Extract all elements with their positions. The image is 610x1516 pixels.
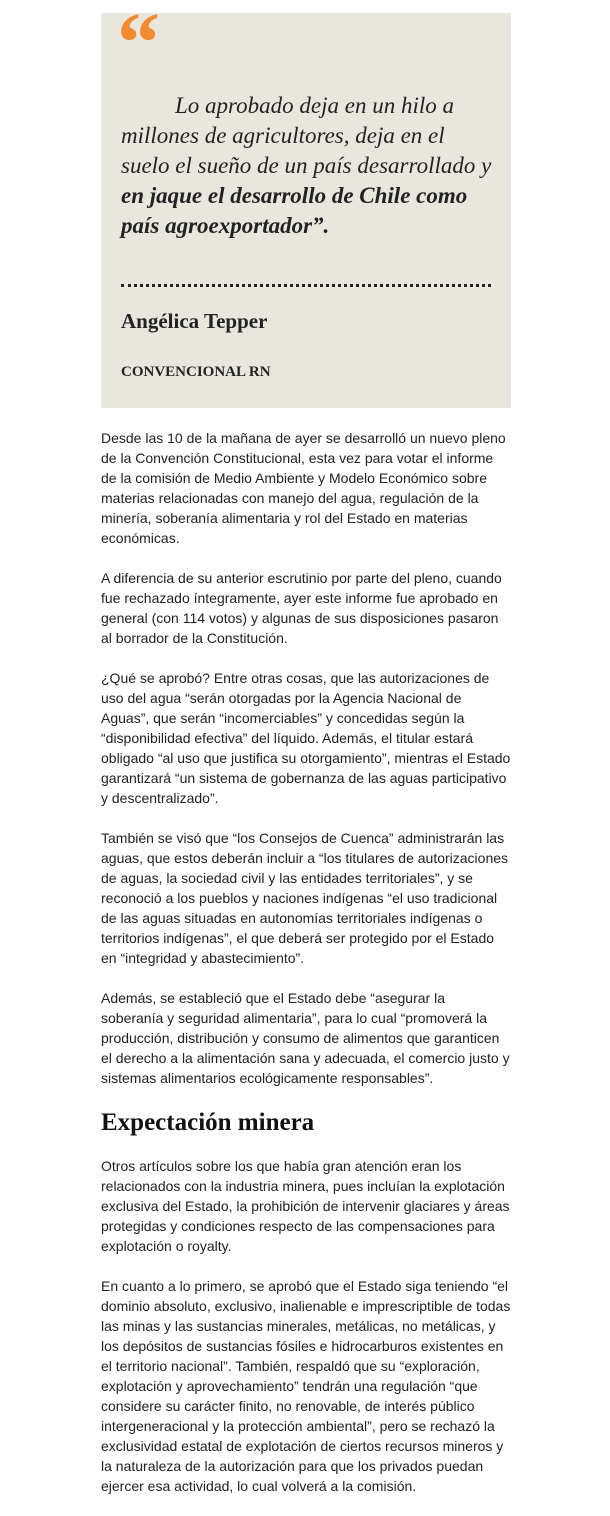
quote-author: Angélica Tepper bbox=[121, 309, 268, 333]
article-paragraph: En cuanto a lo primero, se aprobó que el Estado siga teniendo “el dominio absoluto, exclusivo, inalienable e imprescriptible de todas las minas y las sustancias minerales, metálicas, no metálicas, y los depósitos de sustancias fósiles e hidrocarburos existentes en el territorio nacional”. También, respaldó que su “exploración, explotación y aprovechamiento” tendrán una regulación “que considere su carácter finito, no renovable, de interés público intergeneracional y la protección ambiental”, pero se rechazó la exclusividad estatal de explotación de ciertos recursos mineros y la naturaleza de la autorización para que los privados puedan ejercer esa actividad, lo cual volverá a la comisión. bbox=[101, 1278, 511, 1494]
article-paragraph: Otros artículos sobre los que había gran atención eran los relacionados con la industria minera, pues incluían la explotación exclusiva del Estado, la prohibición de intervenir glaciares y áreas protegidas y condiciones respecto de las compensaciones para explotación o royalty. bbox=[101, 1158, 510, 1254]
pull-quote bbox=[101, 0, 511, 408]
article-paragraph: ¿Qué se aprobó? Entre otras cosas, que las autorizaciones de uso del agua “serán otorgadas por la Agencia Nacional de Aguas”, que serán “incomerciables” y concedidas según la “disponibilidad efectiva” del líquido. Además, el titular estará obligado “al uso que justifica su otorgamiento”, mientras el Estado garantizará “un sistema de gobernanza de las aguas participativo y descentralizado”. bbox=[101, 670, 511, 806]
quote-author-role: CONVENCIONAL RN bbox=[121, 364, 271, 380]
quote-divider bbox=[121, 284, 491, 287]
article-paragraph: Además, se estableció que el Estado debe “asegurar la soberanía y seguridad alimentaria”, para lo cual “promoverá la producción, distribución y consumo de alimentos que garanticen el derecho a la alimentación sana y adecuada, el comercio justo y sistemas alimentarios ecológicamente responsables”. bbox=[101, 990, 510, 1086]
article-body bbox=[101, 428, 511, 1516]
article-subheading: Expectación minera bbox=[101, 1109, 315, 1136]
article-paragraph: Desde las 10 de la mañana de ayer se desarrolló un nuevo pleno de la Convención Constitucional, esta vez para votar el informe de la comisión de Medio Ambiente y Modelo Económico sobre materias relacionadas con manejo del agua, regulación de la minería, soberanía alimentaria y rol del Estado en materias económicas. bbox=[101, 430, 506, 546]
quote-text-normal: Lo aprobado deja en un hilo a millones de agricultores, deja en el suelo el sueño de un país desarrollado y bbox=[121, 93, 492, 178]
quote-text bbox=[121, 91, 493, 241]
quote-mark-icon: “ bbox=[117, 0, 160, 90]
article-paragraph: También se visó que “los Consejos de Cuenca” administrarán las aguas, que estos deberán incluir a “los titulares de autorizaciones de aguas, la sociedad civil y las entidades territoriales”, y se reconoció a los pueblos y naciones indígenas “el uso tradicional de las aguas situadas en autonomías territoriales indígenas o territorios indígenas”, el que deberá ser protegido por el Estado en “integridad y abastecimiento”. bbox=[101, 830, 509, 966]
article-paragraph: A diferencia de su anterior escrutinio por parte del pleno, cuando fue rechazado íntegramente, ayer este informe fue aprobado en general (con 114 votos) y algunas de sus disposiciones pasaron al borrador de la Constitución. bbox=[101, 570, 502, 646]
quote-text-bold: en jaque el desarrollo de Chile como país agroexportador”. bbox=[121, 183, 468, 238]
